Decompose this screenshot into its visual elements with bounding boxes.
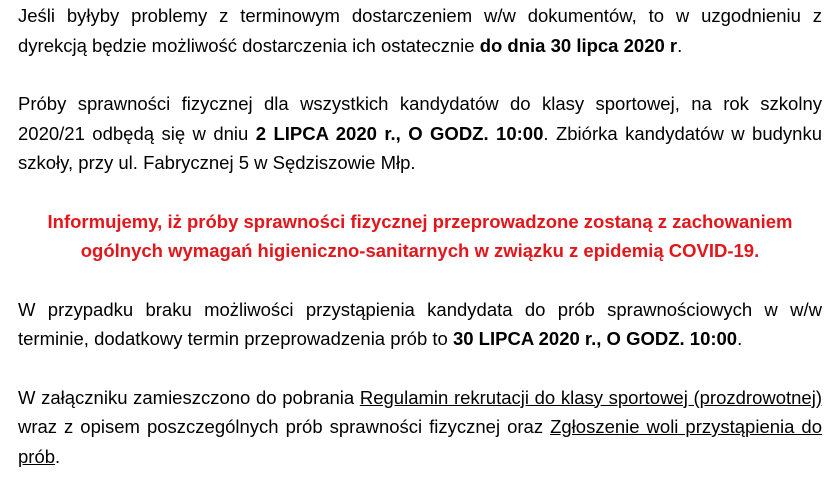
additional-test-date: 30 LIPCA 2020 r., O GODZ. 10:00 [452, 328, 738, 349]
paragraph-text: W przypadku braku możliwości przystąpienia kandydata do prób sprawnościowych w w/w terminie, dodatkowy termin przeprowadzenia prób to [18, 298, 822, 349]
paragraph-delivery-deadline [18, 1, 822, 60]
paragraph-spacer [18, 60, 822, 89]
paragraph-fitness-tests [18, 89, 822, 178]
paragraph-text: wraz z opisem poszczególnych prób sprawności fizycznej oraz [18, 416, 551, 437]
declaration-download-link[interactable]: Zgłoszenie woli przystąpienia do prób [18, 416, 822, 467]
regulations-download-link[interactable]: Regulamin rekrutacji do klasy sportowej (prozdrowotnej) [359, 386, 822, 408]
paragraph-text: W załączniku zamieszczono do pobrania [18, 386, 360, 408]
covid-notice: Informujemy, iż próby sprawności fizycznej przeprowadzone zostaną z zachowaniem ogólnych wymagań higieniczno-sanitarnych w związku z epidemią COVID-19. [47, 210, 793, 261]
paragraph-text: . [737, 328, 743, 349]
document-body [18, 0, 822, 471]
deadline-date: do dnia 30 lipca 2020 r [479, 34, 678, 56]
paragraph-text: . Zbiórka kandydatów w budynku szkoły, przy ul. Fabrycznej 5 w Sędziszowie Młp. [18, 122, 822, 173]
paragraph-text: . [677, 34, 683, 56]
paragraph-spacer [18, 178, 822, 207]
paragraph-additional-date [18, 295, 822, 354]
paragraph-spacer [18, 354, 822, 383]
paragraph-text: Próby sprawności fizycznej dla wszystkich kandydatów do klasy sportowej, na rok szkolny 2020/21 odbędą się w dniu [18, 93, 822, 144]
paragraph-spacer [18, 266, 822, 295]
test-date: 2 LIPCA 2020 r., O GODZ. 10:00 [255, 122, 544, 144]
paragraph-attachments [18, 383, 822, 472]
paragraph-text: . [55, 445, 61, 467]
paragraph-text: Jeśli byłyby problemy z terminowym dostarczeniem w/w dokumentów, to w uzgodnieniu z dyrekcją będzie możliwość dostarczenia ich ostatecznie [18, 5, 822, 56]
